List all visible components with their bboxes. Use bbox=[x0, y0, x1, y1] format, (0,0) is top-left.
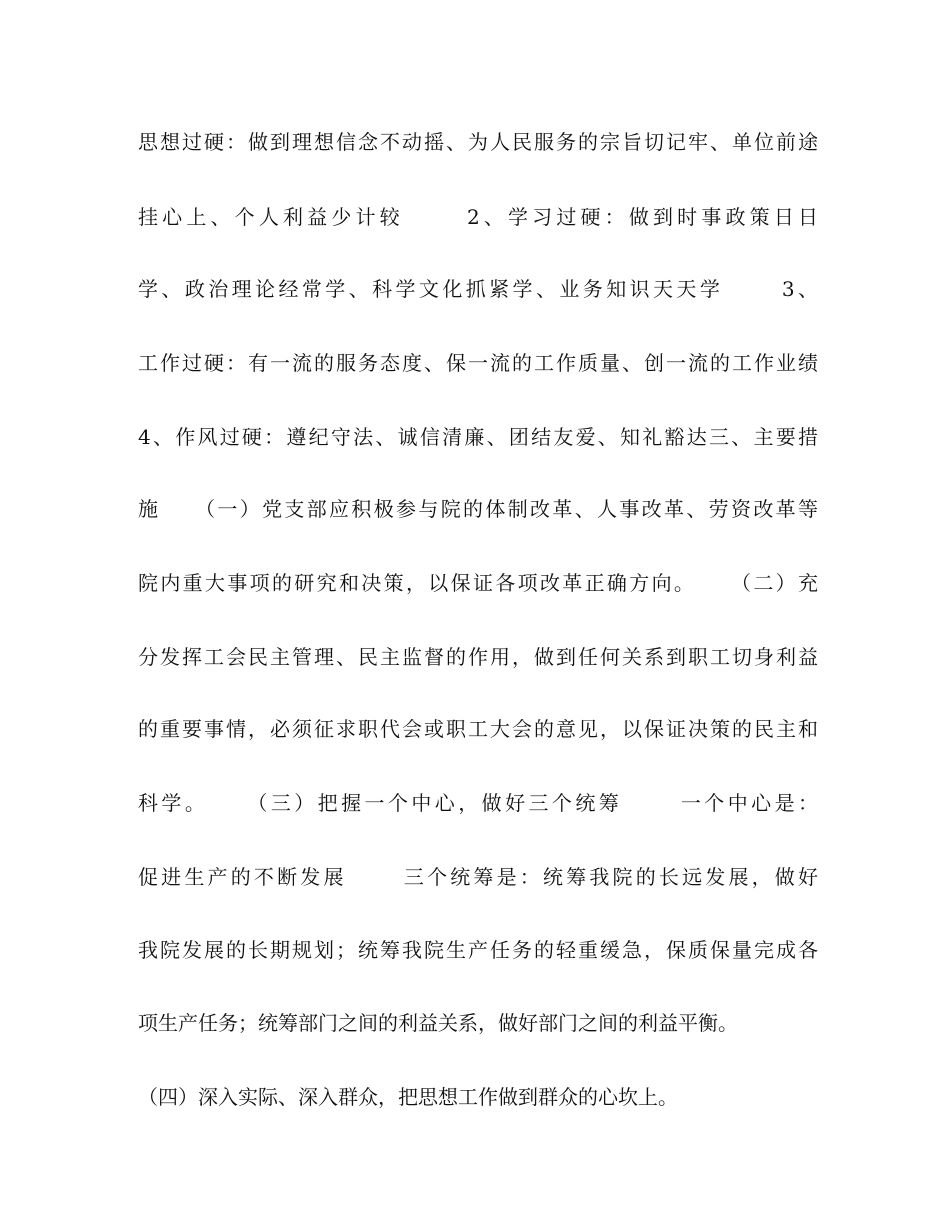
body-text-line: 院内重大事项的研究和决策，以保证各项改革正确方向。 （二）充 bbox=[138, 571, 818, 595]
body-text-line: 促进生产的不断发展 三个统筹是：统筹我院的长远发展，做好 bbox=[138, 865, 818, 889]
body-text-line: 工作过硬：有一流的服务态度、保一流的工作质量、创一流的工作业绩 bbox=[138, 351, 818, 375]
body-text-line: （四）深入实际、深入群众，把思想工作做到群众的心坎上。 bbox=[138, 1085, 678, 1109]
body-text-line: 学、政治理论经常学、科学文化抓紧学、业务知识天天学 3、 bbox=[138, 277, 818, 301]
body-text-line: 分发挥工会民主管理、民主监督的作用，做到任何关系到职工切身利益 bbox=[138, 645, 818, 669]
body-text-line: 我院发展的长期规划；统筹我院生产任务的轻重缓急，保质保量完成各 bbox=[138, 938, 818, 962]
body-text-line: 科学。 （三）把握一个中心，做好三个统筹 一个中心是： bbox=[138, 791, 818, 815]
body-text-line: 思想过硬：做到理想信念不动摇、为人民服务的宗旨切记牢、单位前途 bbox=[138, 130, 818, 154]
body-text-line: 项生产任务；统筹部门之间的利益关系，做好部门之间的利益平衡。 bbox=[138, 1011, 738, 1035]
body-text-line: 4、作风过硬：遵纪守法、诚信清廉、团结友爱、知礼豁达三、主要措 bbox=[138, 425, 818, 449]
body-text-line: 施 （一）党支部应积极参与院的体制改革、人事改革、劳资改革等 bbox=[138, 497, 818, 521]
body-text-line: 挂心上、个人利益少计较 2、学习过硬：做到时事政策日日 bbox=[138, 205, 818, 229]
body-text-line: 的重要事情，必须征求职代会或职工大会的意见，以保证决策的民主和 bbox=[138, 717, 818, 741]
